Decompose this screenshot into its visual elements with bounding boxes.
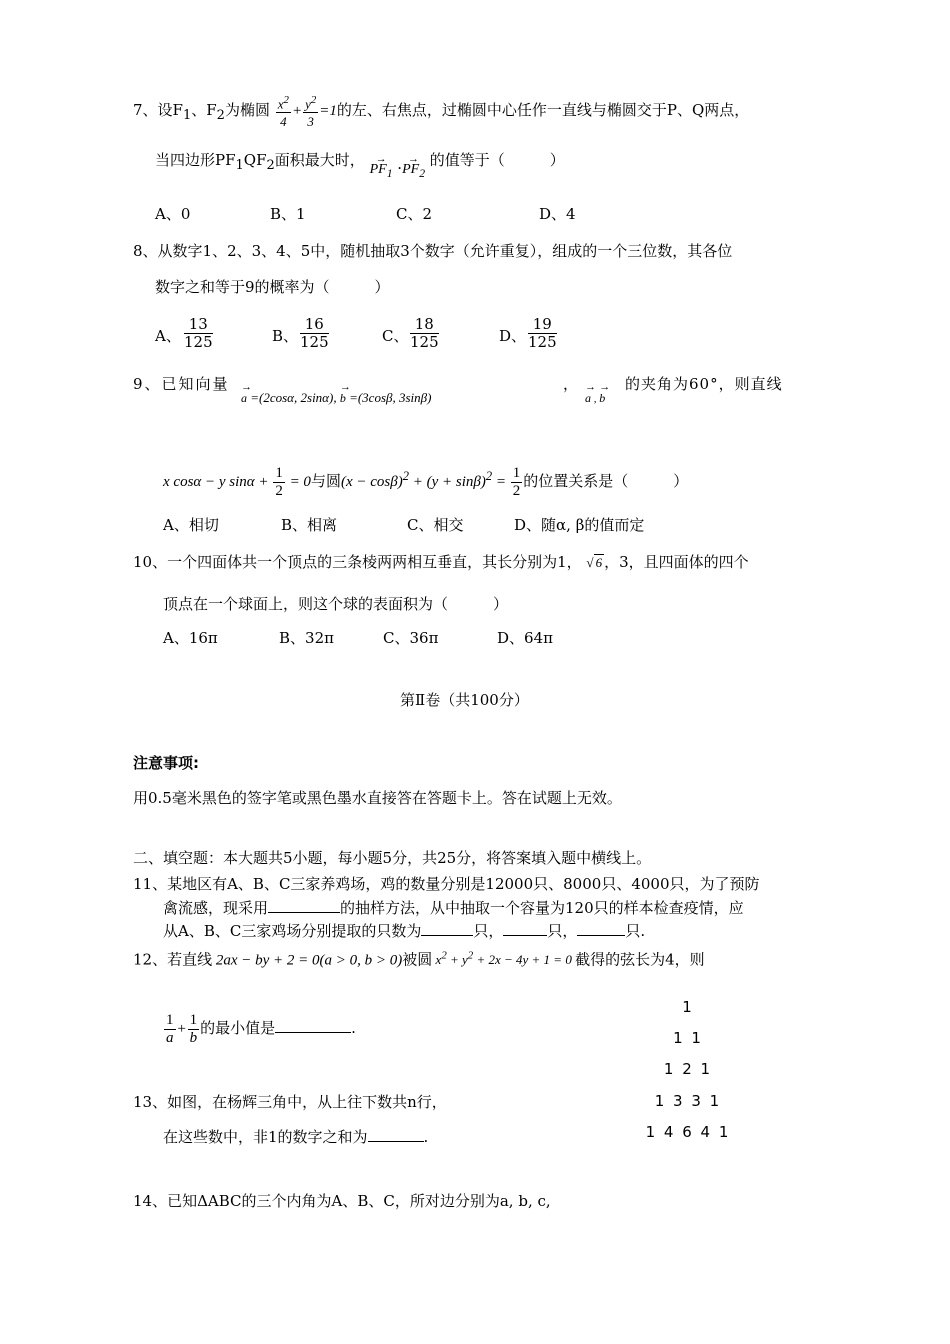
q12-line-equation: 2ax − by + 2 = 0(a > 0, b > 0) bbox=[212, 952, 403, 969]
q10-option-d: D、64π bbox=[497, 629, 553, 647]
q9-circle-equation: $(x - \cos\beta)^2 + (y + \sin\beta)^2$ = $\frac{1}{2}$ bbox=[340, 465, 521, 500]
q9-line-equation: x cosα − y sinα + $\frac{1}{2}$ = 0 bbox=[163, 465, 311, 500]
q10-line1: 10、一个四面体共一个顶点的三条棱两两相互垂直，其长分别为1， √ 6 ，3，且四面体的四个 bbox=[133, 553, 749, 571]
triangle-row: 1 4 6 4 1 bbox=[645, 1123, 731, 1141]
q11-blank-method[interactable] bbox=[268, 912, 340, 913]
q8-frac-b: $\frac{16}{125}$ bbox=[300, 315, 329, 351]
q8-options bbox=[155, 316, 655, 356]
section-title: 第Ⅱ卷（共100分） bbox=[400, 691, 529, 709]
q7-option-a: A、0 bbox=[155, 205, 191, 223]
q9-option-d: D、随α, β的值而定 bbox=[514, 516, 645, 534]
q8-option-d: D、 bbox=[499, 327, 527, 345]
q11-blank-a[interactable] bbox=[421, 935, 473, 936]
vector-dot-product: → $PF_1 \cdot\to PF_2$ bbox=[370, 154, 425, 188]
ellipse-x-fraction: $\frac{x^2}{4}$ bbox=[277, 94, 289, 130]
notice-title: 注意事项: bbox=[133, 754, 199, 772]
q13-answer-blank[interactable] bbox=[368, 1141, 424, 1142]
q8-frac-d: $\frac{19}{125}$ bbox=[528, 315, 557, 351]
q10-option-b: B、32π bbox=[279, 629, 334, 647]
q9-line2: x cosα − y sinα + $\frac{1}{2}$ = 0与圆$(x - \cos\beta)^2 + (y + \sin\beta)^2$ = $\frac{1}{2}$ 的位置关系是（ ） bbox=[163, 465, 689, 500]
q7-line1: 7、设$F_1$、$F_2$为椭圆 $\frac{x^2}{4}$ + $\frac{y^2}{3}$ =1的左、右焦点，过椭圆中心任作一直线与椭圆交于P、Q两点， bbox=[133, 94, 750, 130]
ellipse-y-fraction: $\frac{y^2}{3}$ bbox=[305, 94, 317, 130]
sqrt-6: √ 6 bbox=[586, 555, 603, 570]
q7-option-b: B、1 bbox=[270, 205, 306, 223]
q8-frac-a: $\frac{13}{125}$ bbox=[184, 315, 213, 351]
fill-in-header: 二、填空题：本大题共5小题，每小题5分，共25分，将答案填入题中横线上。 bbox=[133, 849, 652, 867]
q10-option-a: A、16π bbox=[163, 629, 218, 647]
q7-option-d: D、4 bbox=[539, 205, 576, 223]
q11-line1: 11、某地区有A、B、C三家养鸡场，鸡的数量分别是12000只、8000只、4000只，为了预防 bbox=[133, 875, 760, 893]
q10-option-c: C、36π bbox=[383, 629, 439, 647]
q9-line1: 9、已知向量 → a =(2cosα, 2sinα), → b =(3cosβ, 3sinβ) ， → a , → b 的夹角为60°，则直线 bbox=[133, 374, 823, 414]
q12-line1: 12、若直线 2ax − by + 2 = 0(a > 0, b > 0)被圆 $x^2 + y^2 + 2x - 4y + 1 = 0$ 截得的弦长为4，则 bbox=[133, 950, 705, 969]
triangle-row: 1 3 3 1 bbox=[654, 1092, 722, 1110]
q12-answer-blank[interactable] bbox=[275, 1032, 351, 1033]
q7-option-c: C、2 bbox=[396, 205, 433, 223]
q11-line3: 从A、B、C三家鸡场分别提取的只数为 只， 只， 只. bbox=[163, 922, 646, 940]
q14-line1: 14、已知ΔABC的三个内角为A、B、C，所对边分别为a, b, c, bbox=[133, 1192, 551, 1210]
triangle-row: 1 2 1 bbox=[663, 1060, 713, 1078]
q8-frac-c: $\frac{18}{125}$ bbox=[410, 315, 439, 351]
q8-line1: 8、从数字1、2、3、4、5中，随机抽取3个数字（允许重复），组成的一个三位数，其各位 bbox=[133, 242, 733, 260]
q11-line2: 禽流感，现采用 的抽样方法，从中抽取一个容量为120只的样本检查疫情，应 bbox=[163, 899, 744, 917]
q13-line2: 在这些数中，非1的数字之和为 . bbox=[163, 1128, 429, 1146]
q12-line2: $\frac{1}{a}$ + $\frac{1}{b}$ 的最小值是 . bbox=[163, 1010, 356, 1047]
q7-line2: 当四边形$PF_1QF_2$面积最大时， → $PF_1 \cdot\to PF_2$ 的值等于（ ） bbox=[155, 146, 565, 188]
q11-blank-b[interactable] bbox=[503, 935, 547, 936]
triangle-row: 1 1 bbox=[673, 1029, 703, 1047]
q9-vectors-ab: → a , → b bbox=[585, 388, 605, 409]
q8-option-a: A、 bbox=[155, 327, 181, 345]
q9-option-a: A、相切 bbox=[163, 516, 219, 534]
q11-blank-c[interactable] bbox=[577, 935, 625, 936]
q12-circle-equation: $x^2 + y^2 + 2x - 4y + 1 = 0$ bbox=[432, 950, 576, 968]
q10-line2: 顶点在一个球面上，则这个球的表面积为（ ） bbox=[163, 595, 509, 613]
q12-expression: $\frac{1}{a}$ + $\frac{1}{b}$ bbox=[166, 1012, 198, 1047]
q9-vector-def: → a =(2cosα, 2sinα), → b =(3cosβ, 3sinβ) bbox=[241, 388, 431, 408]
q8-line2: 数字之和等于9的概率为（ ） bbox=[155, 278, 390, 296]
triangle-row: 1 bbox=[682, 998, 694, 1016]
notice-body: 用0.5毫米黑色的签字笔或黑色墨水直接答在答题卡上。答在试题上无效。 bbox=[133, 789, 622, 807]
q13-line1: 13、如图，在杨辉三角中，从上往下数共n行， bbox=[133, 1093, 447, 1111]
q9-option-c: C、相交 bbox=[407, 516, 464, 534]
q9-option-b: B、相离 bbox=[281, 516, 338, 534]
q8-option-c: C、 bbox=[382, 327, 409, 345]
q8-option-b: B、 bbox=[272, 327, 299, 345]
